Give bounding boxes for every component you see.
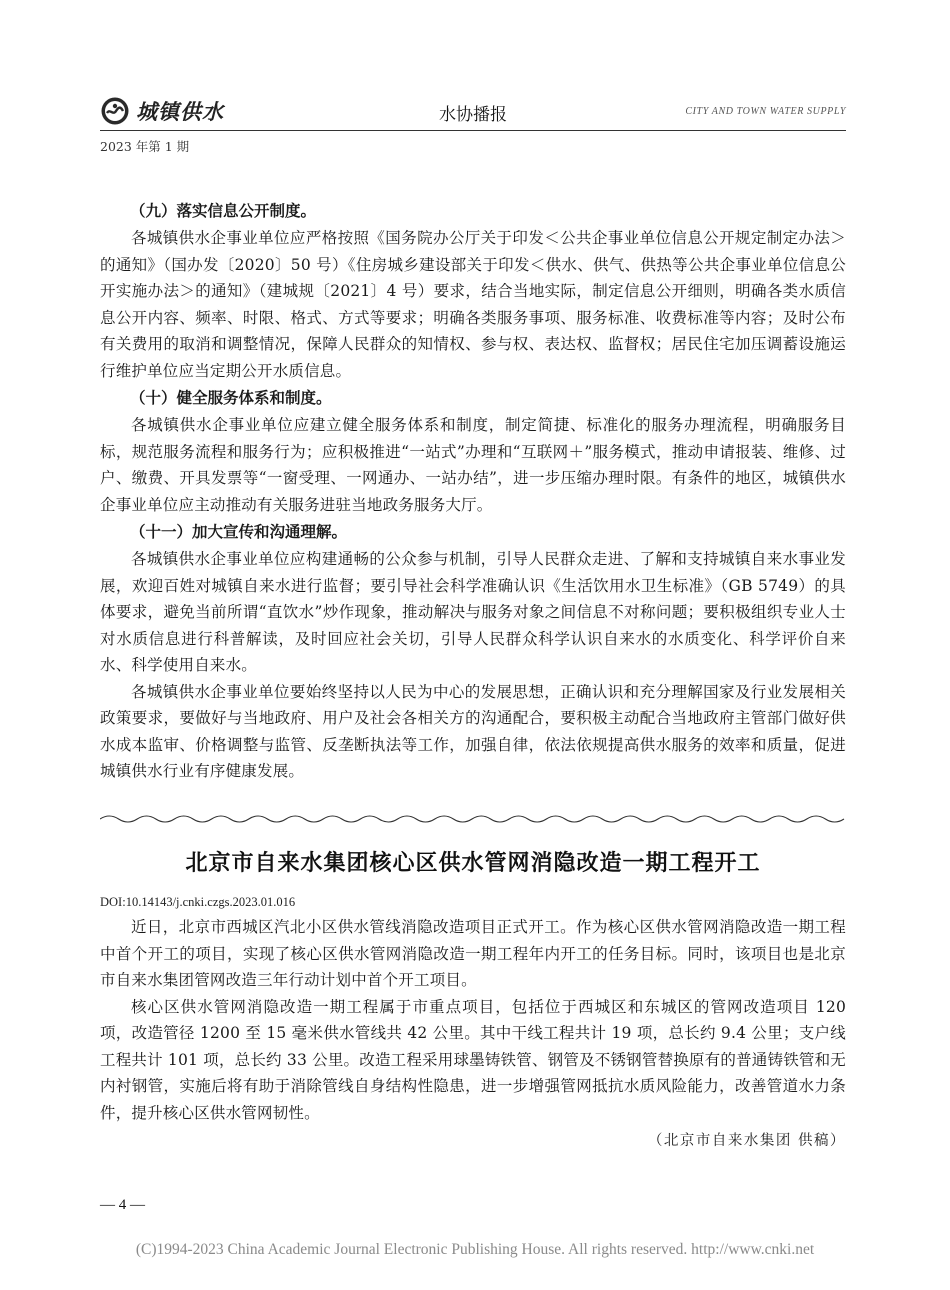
- header-divider: [100, 130, 846, 131]
- journal-name-cn: 城镇供水: [136, 99, 224, 124]
- article-body: [100, 914, 846, 1126]
- doi-label: DOI:10.14143/j.cnki.czgs.2023.01.016: [100, 895, 296, 909]
- heading-section-10: （十）健全服务体系和制度。: [130, 389, 332, 407]
- page-number: — 4 —: [100, 1197, 145, 1213]
- paragraph: 近日，北京市西城区汽北小区供水管线消隐改造项目正式开工。作为核心区供水管网消隐改造一期工程中首个开工的项目，实现了核心区供水管网消隐改造一期工程年内开工的任务目标。同时，该项目也是北京市自来水集团管网改造三年行动计划中首个开工项目。: [100, 918, 846, 989]
- section-title: 水协播报: [439, 105, 507, 125]
- paragraph: 各城镇供水企事业单位应建立健全服务体系和制度，制定简捷、标准化的服务办理流程，明确服务目标，规范服务流程和服务行为；应积极推进“一站式”办理和“互联网＋”服务模式，推动申请报装、维修、过户、缴费、开具发票等“一窗受理、一网通办、一站办结”，进一步压缩办理时限。有条件的地区，城镇供水企事业单位应主动推动有关服务进驻当地政务服务大厅。: [100, 416, 846, 514]
- policy-text: [100, 197, 846, 785]
- wavy-divider: [100, 812, 846, 826]
- heading-section-9: （九）落实信息公开制度。: [130, 202, 317, 220]
- article-title: 北京市自来水集团核心区供水管网消隐改造一期工程开工: [185, 851, 761, 876]
- journal-name-en: CITY AND TOWN WATER SUPPLY: [685, 106, 846, 117]
- paragraph: 各城镇供水企事业单位应构建通畅的公众参与机制，引导人民群众走进、了解和支持城镇自来水事业发展，欢迎百姓对城镇自来水进行监督；要引导社会科学准确认识《生活饮用水卫生标准》（GB 5749）的具体要求，避免当前所谓“直饮水”炒作现象，推动解决与服务对象之间信息不对称问题；要积极组织专业人士对水质信息进行科普解读，及时回应社会关切，引导人民群众科学认识自来水的水质变化、科学评价自来水、科学使用自来水。: [100, 550, 846, 674]
- paragraph: 各城镇供水企事业单位应严格按照《国务院办公厅关于印发＜公共企事业单位信息公开规定制定办法＞的通知》（国办发〔2020〕50 号）《住房城乡建设部关于印发＜供水、供气、供热等公共企事业单位信息公开实施办法＞的通知》（建城规〔2021〕4 号）要求，结合当地实际，制定信息公开细则，明确各类水质信息公开内容、频率、时限、格式、方式等要求；明确各类服务事项、服务标准、收费标准等内容；及时公布有关费用的取消和调整情况，保障人民群众的知情权、参与权、表达权、监督权；居民住宅加压调蓄设施运行维护单位应当定期公开水质信息。: [100, 229, 846, 380]
- issue-label: 2023 年第 1 期: [100, 139, 190, 154]
- copyright-footer: (C)1994-2023 China Academic Journal Electronic Publishing House. All rights reserved. http://www.cnki.net: [135, 1241, 815, 1258]
- page-header: [100, 92, 846, 132]
- heading-section-11: （十一）加大宣传和沟通理解。: [130, 523, 348, 541]
- article-source: （北京市自来水集团 供稿）: [647, 1133, 846, 1149]
- paragraph: 各城镇供水企事业单位要始终坚持以人民为中心的发展思想，正确认识和充分理解国家及行业发展相关政策要求，要做好与当地政府、用户及社会各相关方的沟通配合，要积极主动配合当地政府主管部门做好供水成本监审、价格调整与监管、反垄断执法等工作，加强自律，依法依规提高供水服务的效率和质量，促进城镇供水行业有序健康发展。: [100, 682, 846, 780]
- paragraph: 核心区供水管网消隐改造一期工程属于市重点项目，包括位于西城区和东城区的管网改造项目 120 项，改造管径 1200 至 15 毫米供水管线共 42 公里。其中干线工程共计 19 项，总长约 9.4 公里；支户线工程共计 101 项，总长约 33 公里。改造工程采用球墨铸铁管、钢管及不锈钢管替换原有的普通铸铁管和无内衬钢管，实施后将有助于消除管线自身结构性隐患，进一步增强管网抵抗水质风险能力，改善管道水力条件，提升核心区供水管网韧性。: [100, 997, 846, 1122]
